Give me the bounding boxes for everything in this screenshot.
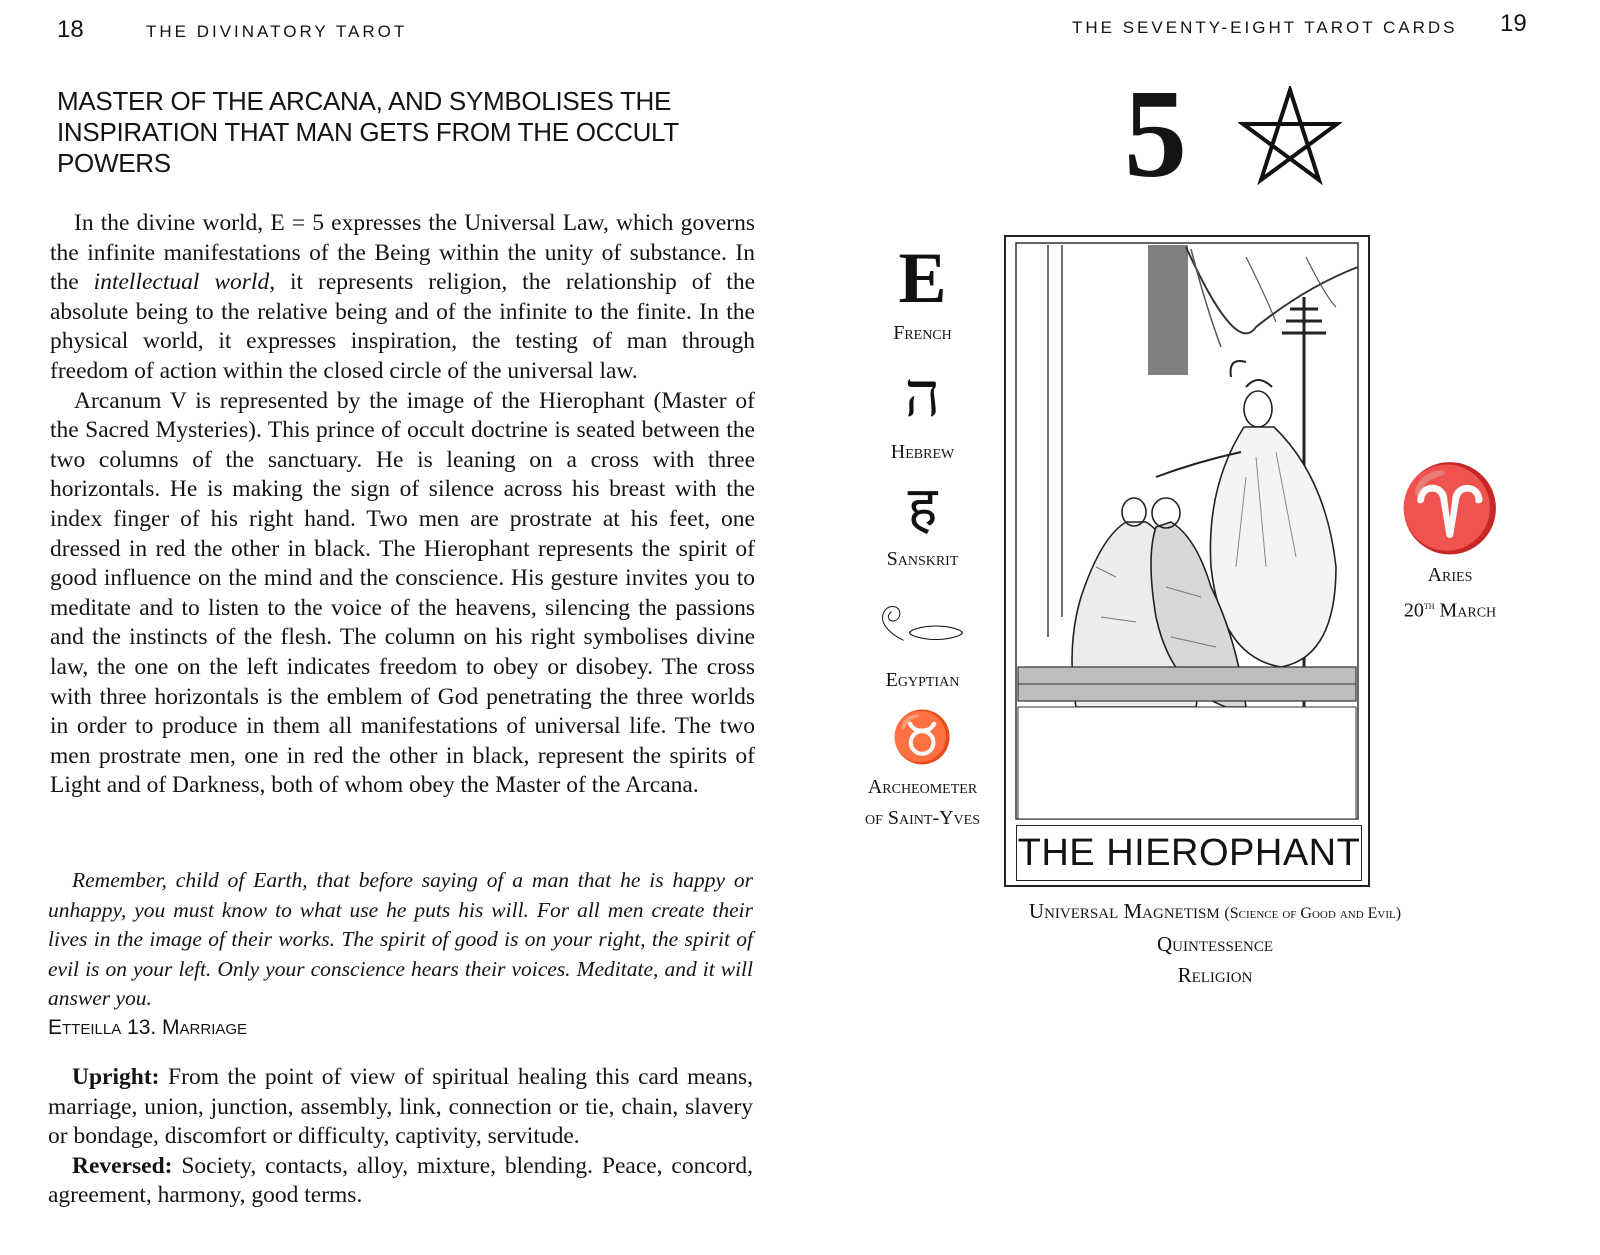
zodiac-name: Aries [1427, 564, 1473, 586]
hierophant-illustration [1006, 237, 1368, 825]
archeometer-label-line2: of Saint-Yves [864, 807, 980, 829]
right-page-number: 19 [1500, 10, 1527, 37]
hebrew-letter-glyph: ה [904, 362, 941, 430]
hebrew-label: Hebrew [890, 441, 955, 463]
caption-main: Universal Magnetism [1028, 899, 1220, 923]
caption-paren: (Science of Good and Evil) [1224, 905, 1402, 922]
letters-column [850, 238, 995, 834]
paragraph-1-text-a: In the divine world, E = 5 expresses the Universal Law, which governs the infinite manifestations of the Being within the unity of substance. In the [50, 210, 755, 296]
french-label: French [893, 322, 952, 344]
taurus-glyph: ♉ [891, 709, 954, 765]
reversed-meaning [48, 1152, 753, 1211]
paragraph-1 [50, 209, 755, 387]
upright-label: Upright: [72, 1064, 160, 1090]
caption-line-1 [900, 896, 1530, 929]
caption-line-2: Quintessence [1157, 932, 1273, 956]
etteilla-heading: Etteilla 13. Marriage [48, 1016, 248, 1039]
card-title: THE HIEROPHANT [1016, 825, 1362, 881]
upright-meaning [48, 1063, 753, 1152]
zodiac-date [1385, 591, 1515, 627]
tarot-card [1004, 235, 1370, 887]
reversed-label: Reversed: [72, 1152, 173, 1179]
zodiac-date-number: 20 [1403, 599, 1424, 622]
paragraph-2: Arcanum V is represented by the image of the Hierophant (Master of the Sacred Mysteries). This prince of occult doctrine is seated between the two columns of the sanctuary. He is leaning on a cross with three horizontals. He is making the sign of silence across his breast with the index finger of his right hand. Two men are prostrate at his feet, one dressed in red the other in black. The Hierophant represents the spirit of good influence on the mind and the conscience. His gesture invites you to meditate and to listen to the voice of the heavens, silencing the passions and the instincts of the flesh. The column on his right symbolises divine law, the one on the left indicates freedom to obey or disobey. The cross with three horizontals is the emblem of God penetrating the three worlds in order to produce in them all manifestations of universal life. The two men prostrate men, one in red the other in black, represent the spirits of Light and of Darkness, both of whom obey the Master of the Arcana. [50, 387, 755, 799]
zodiac-block [1385, 460, 1515, 627]
pentagram-icon [1238, 86, 1342, 190]
upright-text: From the point of view of spiritual healing this card means, marriage, union, junction, assembly, link, connection or tie, chain, slavery or bondage, discomfort or difficulty, captivity, servitude. [48, 1064, 753, 1150]
caption-line-3: Religion [1177, 963, 1253, 987]
sanskrit-letter-glyph: ह [907, 477, 938, 539]
body-text [50, 209, 755, 801]
archeometer-label-line1: Archeometer [867, 776, 978, 798]
sanskrit-label: Sanskrit [886, 548, 959, 570]
right-running-head: THE SEVENTY-EIGHT TAROT CARDS [1072, 18, 1458, 37]
card-captions [900, 896, 1530, 991]
arcana-number: 5 [1124, 65, 1187, 204]
egyptian-label: Egyptian [885, 669, 960, 691]
paragraph-1-italic: intellectual world [93, 269, 270, 296]
egyptian-glyph: 𓏲𓂋 [879, 595, 966, 651]
meanings [48, 1063, 753, 1211]
zodiac-date-suffix: th [1423, 600, 1435, 612]
french-letter-glyph: E [898, 238, 947, 318]
section-heading: MASTER OF THE ARCANA, AND SYMBOLISES THE INSPIRATION THAT MAN GETS FROM THE OCCULT POWERS [57, 86, 679, 178]
zodiac-date-month: March [1439, 599, 1497, 622]
left-page-number: 18 [57, 16, 84, 43]
italic-quote: Remember, child of Earth, that before saying of a man that he is happy or unhappy, you must know to what use he puts his will. For all men create their lives in the image of their works. The spirit of good is on your right, the spirit of evil is on your left. Only your conscience hears their voices. Meditate, and it will answer you. [48, 868, 753, 1011]
left-running-head: THE DIVINATORY TAROT [146, 22, 408, 41]
aries-glyph: ♈ [1397, 463, 1503, 556]
reversed-text: Society, contacts, alloy, mixture, blending. Peace, concord, agreement, harmony, good terms. [48, 1152, 753, 1209]
paragraph-1-text-b: , it represents religion, the relationship of the absolute being to the relative being and of the infinite to the finite. In the physical world, it expresses inspiration, the testing of man through freedom of action within the closed circle of the universal law. [50, 269, 755, 384]
